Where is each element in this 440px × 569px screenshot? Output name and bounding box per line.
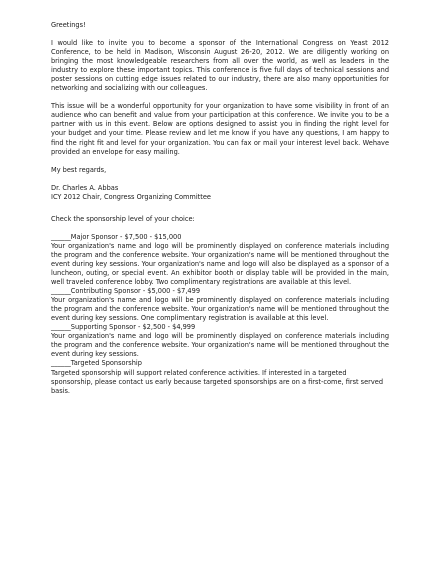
opportunity-paragraph: This issue will be a wonderful opportunity for your organization to have some visibility in front of an audience who can benefit and value from your participation at this conference. We invite you to be a partner with us in this event. Below are options designed to assist you in finding the right level for your budget and your time. Please review and let me know if you have any questions, I am happy to find the right fit and level for your organization. You can fax or mail your interest level back. Wehave provided an envelope for easy mailing. — [51, 102, 389, 156]
intro-paragraph: I would like to invite you to become a sponsor of the International Congress on Yeast 2012 Conference, to be held in Madison, Wisconsin August 26-20, 2012. We are diligently working on bringing the most knowledgeable researchers from all over the world, as well as leaders in the industry to explore these important topics. This conference is five full days of technical sessions and poster sessions on cutting edge issues related to our industry, there are also many opportunities for networking and socializing with our colleagues. — [51, 39, 389, 93]
signer-name: Dr. Charles A. Abbas — [51, 183, 119, 192]
signer-title: ICY 2012 Chair, Congress Organizing Committee — [51, 192, 211, 201]
level-supporting — [51, 323, 389, 359]
closing: My best regards, — [51, 165, 107, 174]
level-description: Your organization's name and logo will be prominently displayed on conference materials including the program and the conference website. Your organization's name will be mentioned throughout the event during key sessions. — [51, 332, 389, 359]
level-description-line: Targeted sponsorship will support related conference activities. If interested in a targeted — [51, 368, 347, 377]
check-prompt: Check the sponsorship level of your choice: — [51, 214, 195, 223]
level-description: Your organization's name and logo will be prominently displayed on conference materials including the program and the conference website. Your organization's name will be mentioned throughout the event during key sessions. One complimentary registration is available at this level. — [51, 296, 389, 323]
level-description: Your organization's name and logo will be prominently displayed on conference materials including the program and the conference website. Your organization's name will be mentioned throughout the event during key sessions. Your organization's name and logo will also be displayed as a sponsor of a luncheon, outing, or special event. An exhibitor booth or display table will be provided in the main, well traveled conference lobby. Two complimentary registrations are available at this level. — [51, 241, 389, 287]
level-description-line: sponsorship, please contact us early because targeted sponsorships are on a first-come, first served — [51, 377, 384, 386]
letter-body — [51, 21, 389, 396]
level-major — [51, 233, 389, 287]
level-description-line: basis. — [51, 386, 71, 395]
level-heading: ______Supporting Sponsor - $2,500 - $4,999 — [51, 323, 196, 332]
level-heading: ______Major Sponsor - $7,500 - $15,000 — [51, 232, 182, 241]
level-heading: ______Contributing Sponsor - $5,000 - $7,499 — [51, 287, 201, 296]
level-targeted — [51, 359, 389, 395]
level-heading: ______Targeted Sponsorship — [51, 359, 142, 368]
level-contributing — [51, 287, 389, 323]
greeting: Greetings! — [51, 21, 86, 29]
